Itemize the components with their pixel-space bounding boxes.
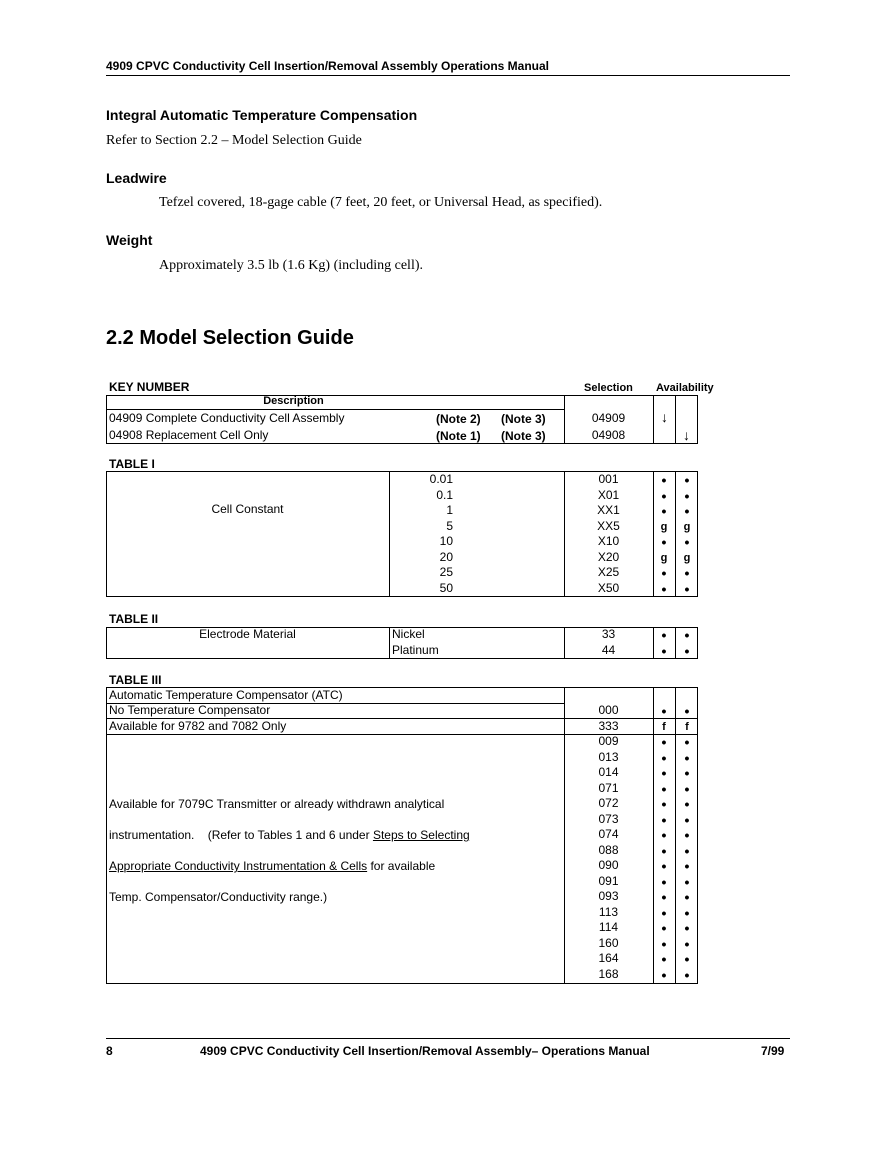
cell-constant-code: X10 <box>597 534 620 548</box>
available-9782-label: Available for 9782 and 7082 Only <box>109 719 287 733</box>
atc-code: 090 <box>598 858 619 872</box>
availability-dot: • <box>684 749 690 766</box>
atc-note-line: Available for 7079C Transmitter or already withdrawn analytical <box>109 797 445 811</box>
atc-note-text: instrumentation. (Refer to Tables 1 and 6 under <box>109 828 373 842</box>
electrode-material-code: 33 <box>601 627 616 641</box>
atc-heading: Integral Automatic Temperature Compensation <box>106 107 418 123</box>
atc-code: 013 <box>598 749 619 764</box>
availability-dot: • <box>661 765 667 781</box>
availability-dot: • <box>661 889 667 905</box>
availability-dot: • <box>684 935 690 952</box>
cell-constant-code: X25 <box>597 565 620 579</box>
table1-label: TABLE I <box>109 457 155 471</box>
atc-code: 113 <box>598 904 619 919</box>
footer-rule <box>106 1038 790 1039</box>
availability-dot: • <box>684 951 690 967</box>
electrode-material-code: 44 <box>601 642 616 657</box>
cell-constant-value: 0.1 <box>436 487 453 502</box>
atc-code: 009 <box>598 734 619 748</box>
atc-note-line: Temp. Compensator/Conductivity range.) <box>109 890 328 904</box>
table3-label: TABLE III <box>109 673 162 687</box>
availability-dot: • <box>684 580 690 597</box>
availability-dot: • <box>661 472 667 488</box>
cell-constant-value: 20 <box>439 549 453 564</box>
availability-dot: • <box>684 534 690 550</box>
key-row-note: (Note 3) <box>501 429 546 443</box>
availability-symbol: f <box>662 721 666 733</box>
availability-symbol: g <box>683 520 691 533</box>
availability-dot: • <box>661 935 667 952</box>
availability-dot: • <box>684 627 690 643</box>
no-compensator-code: 000 <box>598 703 619 717</box>
atc-code: 164 <box>598 951 619 965</box>
cell-constant-value: 10 <box>439 534 453 548</box>
down-arrow-icon: ↓ <box>683 427 690 443</box>
availability-dot: • <box>684 920 690 936</box>
key-row-selection: 04908 <box>591 428 626 442</box>
availability-dot: • <box>661 780 667 797</box>
weight-heading: Weight <box>106 232 153 248</box>
no-compensator-label: No Temperature Compensator <box>109 703 271 717</box>
availability-symbol: g <box>683 551 691 564</box>
atc-code: 160 <box>598 935 619 950</box>
availability-symbol: g <box>660 520 668 533</box>
availability-dot: • <box>661 811 667 828</box>
footer-date: 7/99 <box>761 1044 785 1058</box>
cell-constant-code: X20 <box>597 549 620 564</box>
availability-dot: • <box>661 627 667 643</box>
availability-dot: • <box>684 904 690 921</box>
availability-dot: • <box>684 503 690 519</box>
atc-code: 088 <box>598 842 619 857</box>
cell-constant-value: 0.01 <box>429 472 453 486</box>
running-header: 4909 CPVC Conductivity Cell Insertion/Removal Assembly Operations Manual <box>106 59 550 73</box>
key-row-desc: 04908 Replacement Cell Only <box>109 428 269 442</box>
cell-constant-value: 50 <box>439 580 453 595</box>
availability-dot: • <box>661 749 667 766</box>
key-row-desc: 04909 Complete Conductivity Cell Assembly <box>109 411 345 425</box>
table2-label: TABLE II <box>109 612 159 626</box>
atc-code: 072 <box>598 796 619 810</box>
cell-constant-value: 25 <box>439 565 453 579</box>
availability-symbol: f <box>685 721 689 733</box>
atc-code: 093 <box>598 889 619 903</box>
availability-dot: • <box>661 951 667 967</box>
steps-to-selecting-link[interactable]: Steps to Selecting <box>372 828 470 842</box>
availability-dot: • <box>684 734 690 750</box>
selection-label: Selection <box>584 382 633 394</box>
availability-dot: • <box>684 765 690 781</box>
atc-note-text: for available <box>367 859 436 873</box>
key-row-note: (Note 2) <box>436 412 481 426</box>
section-title: 2.2 Model Selection Guide <box>106 327 354 349</box>
leadwire-text: Tefzel covered, 18-gage cable (7 feet, 20 feet, or Universal Head, as specified). <box>159 195 603 210</box>
availability-dot: • <box>684 703 690 719</box>
atc-code: 071 <box>598 780 619 795</box>
availability-dot: • <box>661 487 667 504</box>
available-9782-code: 333 <box>598 719 619 733</box>
down-arrow-icon: ↓ <box>661 409 668 425</box>
cell-constant-code: 001 <box>598 472 619 486</box>
atc-note-line <box>109 828 470 842</box>
availability-dot: • <box>661 534 667 550</box>
leadwire-heading: Leadwire <box>106 170 167 186</box>
availability-dot: • <box>661 873 667 890</box>
cell-constant-code: XX5 <box>597 518 620 533</box>
cell-constant-value: 5 <box>446 518 453 533</box>
page-number: 8 <box>106 1044 113 1058</box>
availability-dot: • <box>684 642 690 659</box>
availability-dot: • <box>661 842 667 859</box>
atc-note-line <box>109 859 435 873</box>
availability-dot: • <box>684 873 690 890</box>
availability-dot: • <box>661 920 667 936</box>
key-row-note: (Note 3) <box>501 412 546 426</box>
electrode-material-value: Platinum <box>392 642 439 657</box>
atc-code: 091 <box>598 873 619 888</box>
availability-dot: • <box>661 796 667 812</box>
availability-dot: • <box>684 565 690 581</box>
footer-title: 4909 CPVC Conductivity Cell Insertion/Removal Assembly– Operations Manual <box>200 1044 650 1058</box>
atc-code: 014 <box>598 765 619 779</box>
cell-constant-value: 1 <box>446 503 453 517</box>
electrode-material-value: Nickel <box>392 627 425 641</box>
description-header: Description <box>263 395 324 407</box>
atc-code: 168 <box>598 966 619 981</box>
atc-code: 074 <box>598 827 619 841</box>
availability-dot: • <box>684 858 690 874</box>
availability-label: Availability <box>656 382 714 394</box>
instrumentation-cells-link[interactable]: Appropriate Conductivity Instrumentation & Cells <box>109 859 368 873</box>
key-number-label: KEY NUMBER <box>109 380 190 394</box>
cell-constant-label: Cell Constant <box>211 502 284 516</box>
availability-dot: • <box>684 487 690 504</box>
availability-dot: • <box>661 858 667 874</box>
atc-code: 073 <box>598 811 619 826</box>
atc-title: Automatic Temperature Compensator (ATC) <box>109 688 343 702</box>
header-rule <box>106 75 790 76</box>
availability-dot: • <box>684 796 690 812</box>
availability-dot: • <box>684 889 690 905</box>
availability-dot: • <box>684 780 690 797</box>
availability-dot: • <box>661 580 667 597</box>
availability-dot: • <box>661 904 667 921</box>
key-row-selection: 04909 <box>591 411 626 425</box>
availability-dot: • <box>684 966 690 983</box>
availability-dot: • <box>661 966 667 983</box>
availability-dot: • <box>684 811 690 828</box>
availability-dot: • <box>684 472 690 488</box>
cell-constant-code: XX1 <box>597 503 620 517</box>
availability-dot: • <box>661 827 667 843</box>
availability-dot: • <box>661 503 667 519</box>
availability-dot: • <box>684 827 690 843</box>
availability-symbol: g <box>660 551 668 564</box>
atc-text: Refer to Section 2.2 – Model Selection Guide <box>106 133 362 148</box>
key-row-note: (Note 1) <box>436 429 481 443</box>
availability-dot: • <box>661 642 667 659</box>
availability-dot: • <box>684 842 690 859</box>
atc-code: 114 <box>598 920 619 934</box>
availability-dot: • <box>661 565 667 581</box>
weight-text: Approximately 3.5 lb (1.6 Kg) (including cell). <box>159 258 423 273</box>
electrode-material-label: Electrode Material <box>199 627 296 641</box>
availability-dot: • <box>661 734 667 750</box>
availability-dot: • <box>661 703 667 719</box>
cell-constant-code: X50 <box>597 580 620 595</box>
cell-constant-code: X01 <box>597 487 620 502</box>
